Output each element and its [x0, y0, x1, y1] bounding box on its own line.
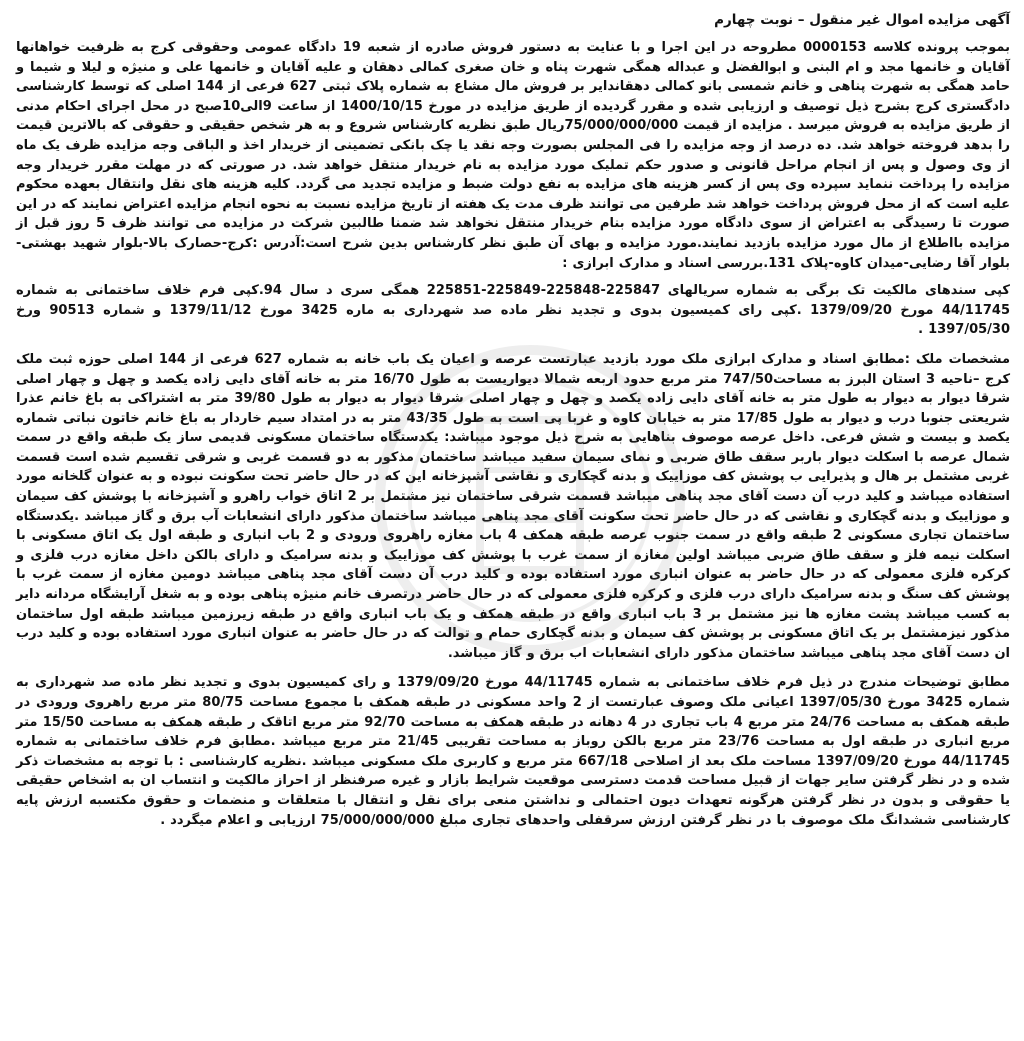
- notice-paragraph-intro: بموجب پرونده کلاسه 0000153 مطروحه در این اجرا و با عنایت به دستور فروش صادره از شعبه 19 دادگاه عمومی وحقوقی کرج به ظرفیت خواهانها آقایان و خانمها مجد و ام البنی و ابوالفضل و عبداله همگی شهرت پناه و خان صغری کمالی دهقان و علیه آقایان و خانمها علی و منیژه و لیلا و شیما و حامد همگی به شهرت پناهی و خانم شمسی بانو کمالی دهقاندایر بر فروش مال مشاع به شماره پلاک ثبتی 627 فرعی از 144 اصلی که توسط کارشناسی دادگستری کرج بشرح ذیل توصیف و ارزیابی شده و مقرر گردیده از طریق مزایده در مورخ 1400/10/15 از ساعت 9الی10صبح در محل اجرای احکام مدنی از طریق مزایده به فروش میرسد . مزایده از قیمت 75/000/000/000ریال طبق نظریه کارشناس شروع و به هر شخص حقیقی و حقوقی که بالاترین قیمت را بدهد فروخته خواهد شد. ده درصد از وجه مزایده را فی المجلس بصورت وجه نقد یا چک بانکی تضمینی از خریدار اخذ و الباقی وجه مزایده ظرف یک ماه از وی وصول و پس از انجام مراحل قانونی و صدور حکم تملیک مورد مزایده به نام خریدار منتقل خواهد شد. در صورتی که در مهلت مقرر خریدار وجه مزایده را پرداخت ننماید سپرده وی پس از کسر هزینه های مزایده به نفع دولت ضبط و مزایده تجدید می گردد. کلیه هزینه های نقل وانتقال بعهده محکوم علیه است که از محل فروش پرداخت خواهد شد طرفین می توانند ظرف مدت یک هفته از تاریخ مزایده نسبت به نحوه انجام مزایده اعتراض نمایند که در این صورت تا رسیدگی به اعتراض از سوی دادگاه مورد مزایده بنام خریدار منتقل نخواهد شد ضمنا طالبین شرکت در مزایده می توانند ظرف 5 روز قبل از مزایده بااطلاع از مال مورد مزایده بازدید نمایند.مورد مزایده و بهای آن طبق نظر کارشناس بدین شرح است:آدرس :کرج-حصارک بالا-بلوار شهید بهشتی-بلوار آقا رضایی-میدان کاوه-پلاک 131.بررسی اسناد و مدارک ابرازی :: [16, 40, 1011, 271]
- notice-paragraph-specifications: مشخصات ملک :مطابق اسناد و مدارک ابرازی ملک مورد بازدید عبارتست عرصه و اعیان یک باب خانه به شماره 627 فرعی از 144 اصلی حوزه ثبت ملک کرج –ناحیه 3 استان البرز به مساحت747/50 متر مربع حدود اربعه شمالا دیواریست به طول 16/70 متر به خانه آقای دایی زاده یکصد و چهل و چهار اصلی شرقا دیوار به دیوار به طول متر به خانه آقای دایی زاده یکصد و چهل و چهار اصلی شرقا دیوار به دیوار به طول 39/80 متر به اشتراکی به باغ خانم عذرا شریعتی جنوبا درب و دیوار به طول 17/85 متر به خیابان کاوه و غربا پی است به طول 43/35 متر به در امتداد سیم خاردار به باغ خانم خاتون نباتی شماره یکصد و بیست و شش فرعی. داخل عرصه موصوف بناهایی به شرح ذیل موجود میباشد: یکدستگاه ساختمان مسکونی قدیمی ساز یک طبقه واقع در سمت شمال عرصه با اسکلت دیوار باربر سقف طاق ضربی و نمای سیمان سفید میباشد ساختمان مذکور به دو قسمت غربی و شرقی تقسیم شده است قسمت غربی مشتمل بر هال و پذیرایی ب پوشش کف موزاییک و بدنه گچکاری و نقاشی آشپزخانه این که در حال حاضر تحت سکونت نبوده و به عنوان گلخانه مورد استفاده میباشد و کلید درب آن دست آقای مجد پناهی میباشد قسمت شرقی ساختمان نیز مشتمل بر 2 اتاق خواب راهرو و آشپزخانه با پوشش کف سیمان و موزاییک و بدنه گچکاری و نقاشی که در حال حاضر تحت سکونت آقای مجد پناهی میباشد ساختمان مذکور دارای انشعابات آب برق و گاز میباشد .یکدستگاه ساختمان تجاری مسکونی 2 طبقه واقع در سمت جنوب عرصه طبقه همکف 4 باب مغازه راهروی ورودی و 2 باب انباری و طبقه اول یک اتاق مسکونی با اسکلت نیمه فلز و سقف طاق ضربی میباشد اولین مغازه از سمت غرب با پوشش کف موزاییک و بدنه سرامیک و دارای بالکن داخل مغازه درب فلزی و کرکره فلزی معمولی که در حال حاضر به عنوان انباری مورد استفاده بوده و کلید درب آن دست آقای مجد پناهی میباشد دومین مغازه از سمت غرب با پوشش کف سنگ و بدنه سرامیک دارای درب فلزی و کرکره فلزی معمولی که در حال حاضر درتصرف خانم منیژه پناهی بوده و به شغل آرایشگاه مردانه دایر به کسب میباشد پشت مغازه ها نیز مشتمل بر 3 باب انباری واقع در طبقه همکف و یک باب انباری واقع در طبقه زیرزمین میباشد طبقه اول ساختمان مذکور نیزمشتمل بر یک اتاق مسکونی بر پوشش کف سیمان و بدنه گچکاری حمام و توالت که در حال حاضر به عنوان انباری مورد استفاده بوده و کلید درب ان دست آقای مجد پناهی میباشد ساختمان مذکور دارای انشعابات اب برق و گاز میباشد.: [16, 351, 1011, 661]
- notice-paragraph-valuation: مطابق توضیحات مندرج در ذیل فرم خلاف ساختمانی به شماره 44/11745 مورخ 1379/09/20 و رای کمیسیون بدوی و تجدید نظر ماده صد شهرداری به شماره 3425 مورخ 1397/05/30 اعیانی ملک وصوف عبارتست از 2 واحد مسکونی در طبقه همکف با مجموع مساحت 80/75 متر مربع راهروی ورودی در طبقه همکف به مساحت 24/76 متر مربع 4 باب تجاری در 4 دهانه در طبقه همکف به مساحت 92/70 متر مربع اتاقک ر طبقه همکف به مساحت 15/50 متر مربع انباری در طبقه اول به مساحت 23/76 متر مربع بالکن روباز به مساحت تقریبی 21/45 متر مربع میباشد .مطابق فرم خلاف ساختمانی به شماره 44/11745 مورخ 1397/09/20 مساحت ملک بعد از اصلاحی 667/18 متر مربع و کاربری ملک مسکونی میباشد .نظریه کارشناسی : با توجه به مشخصات ذکر شده و در نظر گرفتن سایر جهات از قبیل مساحت قدمت دسترسی موقعیت شرایط بازار و غیره صرفنظر از احراز مالکیت و انتساب ان به اشخاص حقیقی یا حقوقی و بدون در نظر گرفتن هرگونه تعهدات دیون احتمالی و نداشتن منعی برای نقل و انتقال با متعلقات و منضمات و حقوق مکتسبه ارزش پایه کارشناسی ششدانگ ملک موصوف با در نظر گرفتن ارزش سرقفلی واحدهای تجاری مبلغ 75/000/000/000 ارزیابی و اعلام میگردد .: [16, 675, 1011, 828]
- notice-title: آگهی مزایده اموال غیر منقول – نوبت چهارم: [714, 12, 1010, 28]
- notice-paragraph-documents: کپی سندهای مالکیت تک برگی به شماره سریالهای 225847-225848-225849-225851 همگی سری د سال 94.کپی فرم خلاف ساختمانی به شماره 44/11745 مورخ 1379/09/20 .کپی رای کمیسیون بدوی و تجدید نظر ماده صد شهرداری به ماره 3425 مورخ 1379/11/12 و شماره 90513 ورخ 1397/05/30 .: [16, 283, 1011, 338]
